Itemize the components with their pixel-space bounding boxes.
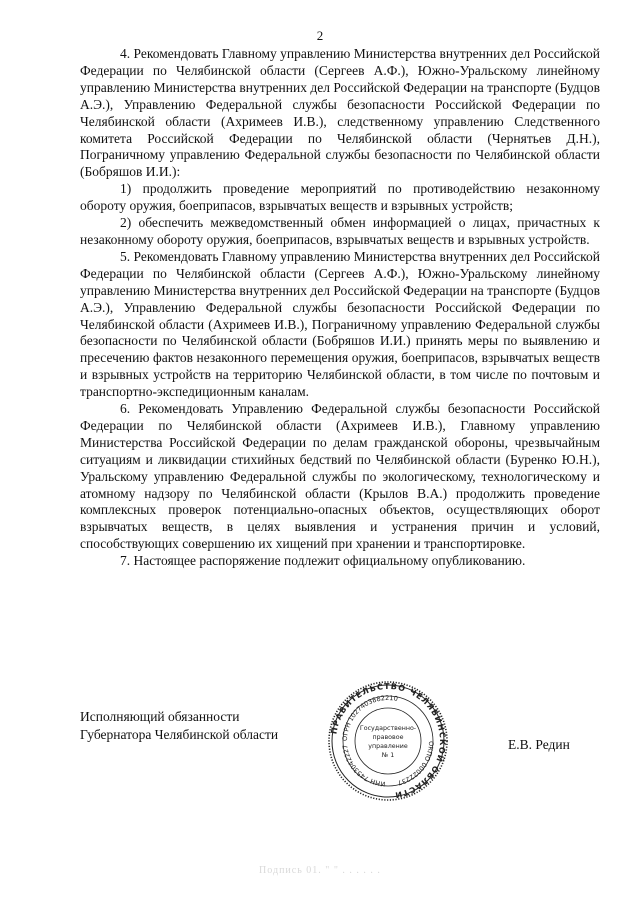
- footer-faint-text: Подпись 01. " " . . . . . .: [259, 865, 381, 876]
- signatory-position: [80, 708, 278, 744]
- document-body: [80, 46, 600, 570]
- seal-center-line-2: правовое: [372, 734, 404, 741]
- seal-ogrn: ОГРН 1027403882210: [340, 693, 399, 742]
- seal-okpo: ОКПО 00022237: [396, 740, 436, 787]
- paragraph-4-item-1: 1) продолжить проведение мероприятий по противодействию незаконному обороту оружия, боеприпасов, взрывчатых веществ и взрывных устройств;: [80, 181, 600, 214]
- paragraph-5: 5. Рекомендовать Главному управлению Министерства внутренних дел Российской Федерации по Челябинской области (Сергеев А.Ф.), Южно-Уральскому линейному управлению Министерства внутренних дел Российской Федерации на транспорте (Будцов А.Э.), Управлению Федеральной службы безопасности Российской Федерации по Челябинской области (Ахримеев И.В.), Пограничному управлению Федеральной службы безопасности по Челябинской области (Бобряшов И.И.) принять меры по выявлению и пресечению фактов незаконного перемещения оружия, боеприпасов, взрывчатых веществ и взрывных устройств на территорию Челябинской области, в том числе по почтовым и транспортно-экспедиционным каналам.: [80, 248, 600, 400]
- paragraph-7: 7. Настоящее распоряжение подлежит официальному опубликованию.: [120, 553, 526, 569]
- signatory-position-line-2: Губернатора Челябинской области: [80, 727, 279, 742]
- signatory-position-line-1: Исполняющий обязанности: [80, 709, 240, 724]
- seal-inn: ИНН 7453042227: [341, 744, 386, 788]
- svg-text:ИНН 7453042227: [341, 744, 386, 788]
- paragraph-4-item-2: 2) обеспечить межведомственный обмен информацией о лицах, причастных к незаконному обороту оружия, боеприпасов, взрывчатых веществ и взрывных устройств.: [80, 215, 600, 247]
- seal-center-line-3: управление: [368, 743, 408, 750]
- paragraph-6: 6. Рекомендовать Управлению Федеральной службы безопасности Российской Федерации по Челябинской области (Ахримеев И.В.), Главному управлению Министерства Российской Федерации по делам гражданской обороны, чрезвычайным ситуациям и ликвидации стихийных бедствий по Челябинской области (Буренко Ю.Н.), Уральскому управлению Федеральной службы по экологическому, технологическому и атомному надзору по Челябинской области (Крылов В.А.) продолжить проведение комплексных проверок потенциально-опасных объектов, осуществляющих оборот взрывчатых веществ, в целях выявления и устранения причин и условий, способствующих совершению их хищений при хранении и транспортировке.: [80, 401, 600, 552]
- signatory-name: Е.В. Редин: [508, 737, 570, 752]
- seal-center-line-4: № 1: [381, 752, 395, 759]
- official-seal: [327, 680, 449, 802]
- page-number: 2: [316, 28, 324, 43]
- paragraph-4: 4. Рекомендовать Главному управлению Министерства внутренних дел Российской Федерации по Челябинской области (Сергеев А.Ф.), Южно-Уральскому линейному управлению Министерства внутренних дел Российской Федерации на транспорте (Будцов А.Э.), Управлению Федеральной службы безопасности Российской Федерации по Челябинской области (Ахримеев И.В.), следственному управлению Следственного комитета Российской Федерации по Челябинской области (Чернятьев Д.Н.), Пограничному управлению Федеральной службы безопасности по Челябинской области (Бобряшов И.И.):: [80, 46, 600, 180]
- seal-outer-text: ПРАВИТЕЛЬСТВО ЧЕЛЯБИНСКОЙ ОБЛАСТИ: [329, 681, 448, 800]
- seal-center-line-1: Государственно-: [359, 725, 417, 732]
